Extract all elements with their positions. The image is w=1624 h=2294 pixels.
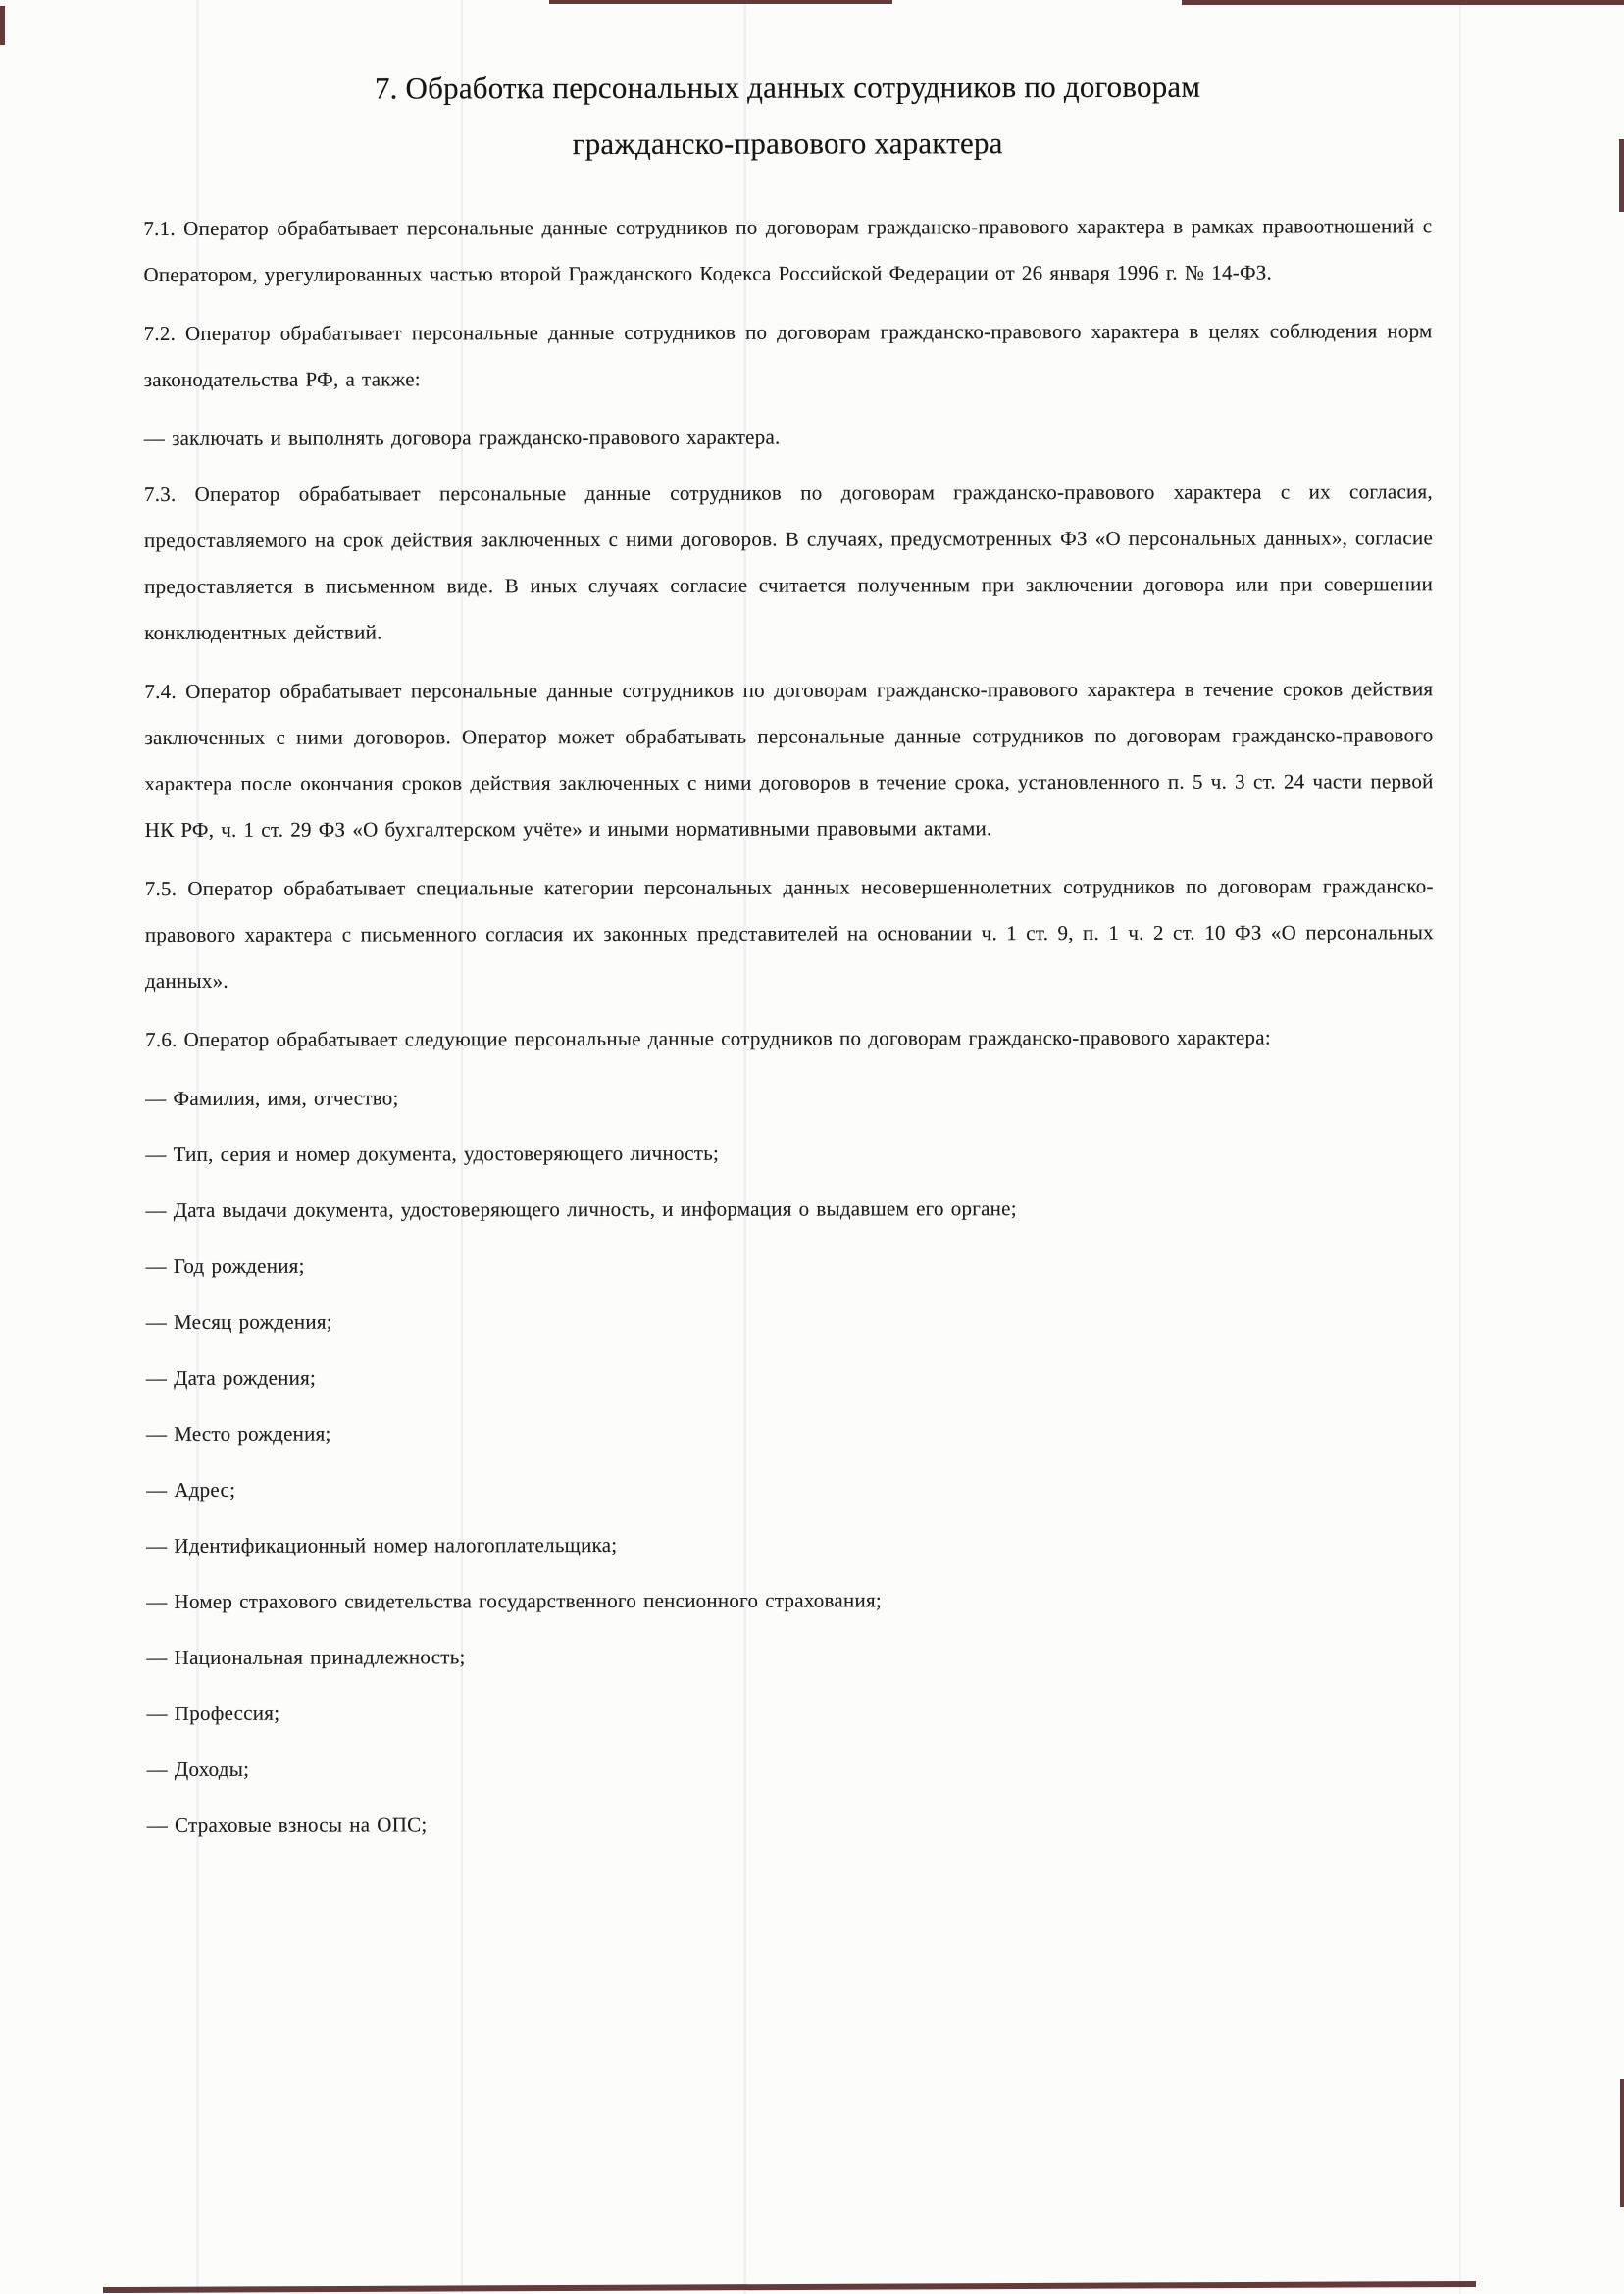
scan-edge-artifact (549, 0, 892, 4)
section-title-line-2: гражданско-правового характера (572, 126, 1003, 162)
list-item: — Доходы; (146, 1757, 250, 1781)
paragraph-7-3: 7.3. Оператор обрабатывает персональные данные сотрудников по договорам гражданско-правового характера с их согласия, предоставляемого на срок действия заключенных с ними договоров. В случаях, предусмотренных ФЗ «О персональных данных», согласие предоставляется в письменном виде. В иных случаях согласие считается полученным при заключении договора или при совершении конклюдентных действий. (143, 480, 1434, 644)
list-item: — Фамилия, имя, отчество; (145, 1086, 399, 1110)
list-item: — Год рождения; (145, 1253, 305, 1278)
list-item: — Месяц рождения; (145, 1309, 332, 1334)
list-item: — Идентификационный номер налогоплательщика; (146, 1532, 618, 1557)
scan-streak (1459, 0, 1461, 2294)
scan-edge-artifact (103, 2281, 1476, 2293)
list-item: — Страховые взносы на ОПС; (146, 1812, 428, 1837)
paragraph-7-2: 7.2. Оператор обрабатывает персональные данные сотрудников по договорам гражданско-правового характера в целях соблюдения норм законодательства РФ, а также: (143, 319, 1433, 391)
paragraph-7-6: 7.6. Оператор обрабатывает следующие персональные данные сотрудников по договорам гражданско-правового характера: (145, 1025, 1271, 1051)
scan-edge-artifact (1619, 139, 1624, 212)
scan-edge-artifact (0, 6, 5, 45)
document-content (143, 58, 1436, 1859)
list-item: — Профессия; (146, 1701, 280, 1725)
paragraph-7-1: 7.1. Оператор обрабатывает персональные данные сотрудников по договорам гражданско-правового характера в рамках правоотношений с Оператором, урегулированных частью второй Гражданского Кодекса Российской Федерации от 26 января 1996 г. № 14-ФЗ. (143, 214, 1433, 286)
section-title (143, 58, 1432, 173)
section-title-line-1: 7. Обработка персональных данных сотрудников по договорам (374, 69, 1201, 106)
list-item: — Номер страхового свидетельства государственного пенсионного страхования; (146, 1588, 882, 1613)
list-item: — Дата рождения; (145, 1365, 317, 1390)
scan-edge-artifact (1620, 2079, 1624, 2207)
paragraph-7-5: 7.5. Оператор обрабатывает специальные категории персональных данных несовершеннолетних сотрудников по договорам гражданско-правового характера с письменного согласия их законных представителей на основании ч. 1 ст. 9, п. 1 ч. 2 ст. 10 ФЗ «О персональных данных». (144, 874, 1434, 993)
list-item: — Адрес; (146, 1477, 236, 1502)
list-item-purpose: — заключать и выполнять договора гражданско-правового характера. (143, 425, 781, 450)
list-item: — Дата выдачи документа, удостоверяющего личность, и информация о выдавшем его органе; (145, 1197, 1017, 1222)
scan-edge-artifact (1182, 0, 1624, 5)
paragraph-7-4: 7.4. Оператор обрабатывает персональные данные сотрудников по договорам гражданско-правового характера в течение сроков действия заключенных с ними договоров. Оператор может обрабатывать персональные данные сотрудников по договорам гражданско-правового характера после окончания сроков действия заключенных с ними договоров в течение срока, установленного п. 5 ч. 3 ст. 24 части первой НК РФ, ч. 1 ст. 29 ФЗ «О бухгалтерском учёте» и иными нормативными правовыми актами. (144, 677, 1434, 841)
list-item: — Место рождения; (145, 1421, 331, 1446)
list-item: — Тип, серия и номер документа, удостоверяющего личность; (145, 1141, 720, 1166)
list-item: — Национальная принадлежность; (146, 1645, 466, 1669)
